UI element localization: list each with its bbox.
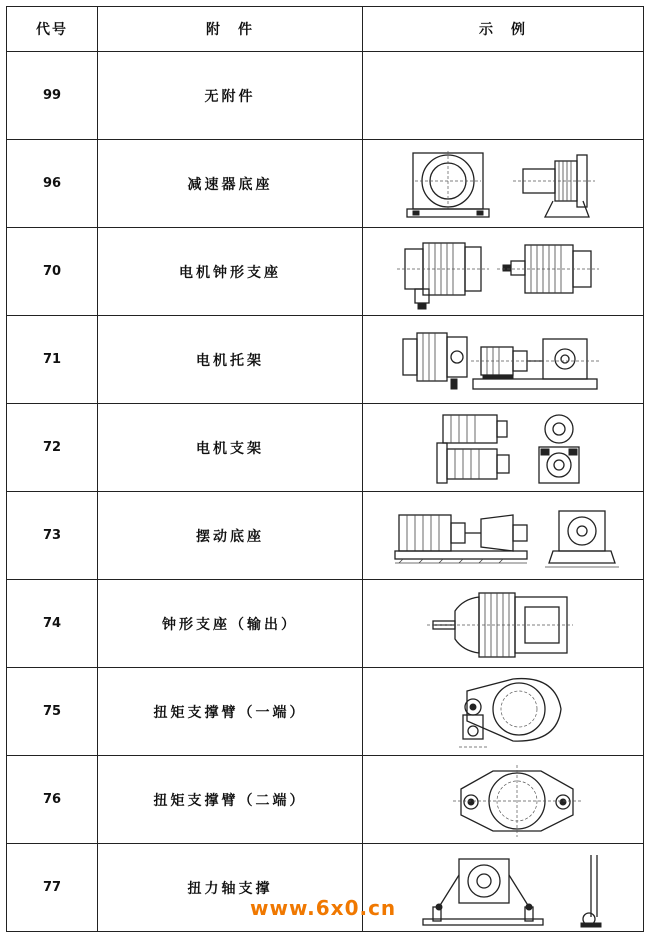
row-name: 电机钟形支座 <box>98 228 363 316</box>
torque-arm-one-end-drawing <box>363 668 644 756</box>
row-name: 减速器底座 <box>98 140 363 228</box>
row-code: 75 <box>7 668 98 756</box>
table-row <box>7 52 644 140</box>
table-row <box>7 492 644 580</box>
table-header-row <box>7 7 644 52</box>
table-row <box>7 668 644 756</box>
watermark-text: www.6x0.cn <box>250 896 397 920</box>
row-code: 74 <box>7 580 98 668</box>
header-example: 示 例 <box>363 7 644 52</box>
table-row <box>7 316 644 404</box>
table-row <box>7 756 644 844</box>
row-name: 电机托架 <box>98 316 363 404</box>
row-name: 电机支架 <box>98 404 363 492</box>
motor-bell-mount-drawing <box>363 228 644 316</box>
reducer-base-drawing <box>363 140 644 228</box>
table-row <box>7 228 644 316</box>
table-row <box>7 404 644 492</box>
torque-arm-two-end-drawing <box>363 756 644 844</box>
motor-stand-drawing <box>363 404 644 492</box>
table-row <box>7 580 644 668</box>
bell-mount-output-drawing <box>363 580 644 668</box>
row-code: 70 <box>7 228 98 316</box>
row-code: 73 <box>7 492 98 580</box>
row-code: 96 <box>7 140 98 228</box>
torsion-shaft-support-drawing <box>363 844 644 932</box>
row-name: 无附件 <box>98 52 363 140</box>
table-row <box>7 140 644 228</box>
row-name: 扭矩支撑臂（一端） <box>98 668 363 756</box>
header-code: 代号 <box>7 7 98 52</box>
row-name: 摆动底座 <box>98 492 363 580</box>
row-code: 71 <box>7 316 98 404</box>
row-code: 77 <box>7 844 98 932</box>
row-name: 扭矩支撑臂（二端） <box>98 756 363 844</box>
row-name: 扭力轴支撑 <box>98 844 363 932</box>
row-code: 99 <box>7 52 98 140</box>
row-code: 72 <box>7 404 98 492</box>
accessory-table <box>6 6 644 932</box>
motor-bracket-drawing <box>363 316 644 404</box>
header-accessory: 附 件 <box>98 7 363 52</box>
swing-base-drawing <box>363 492 644 580</box>
row-name: 钟形支座（输出） <box>98 580 363 668</box>
row-code: 76 <box>7 756 98 844</box>
blank-example <box>363 52 644 140</box>
